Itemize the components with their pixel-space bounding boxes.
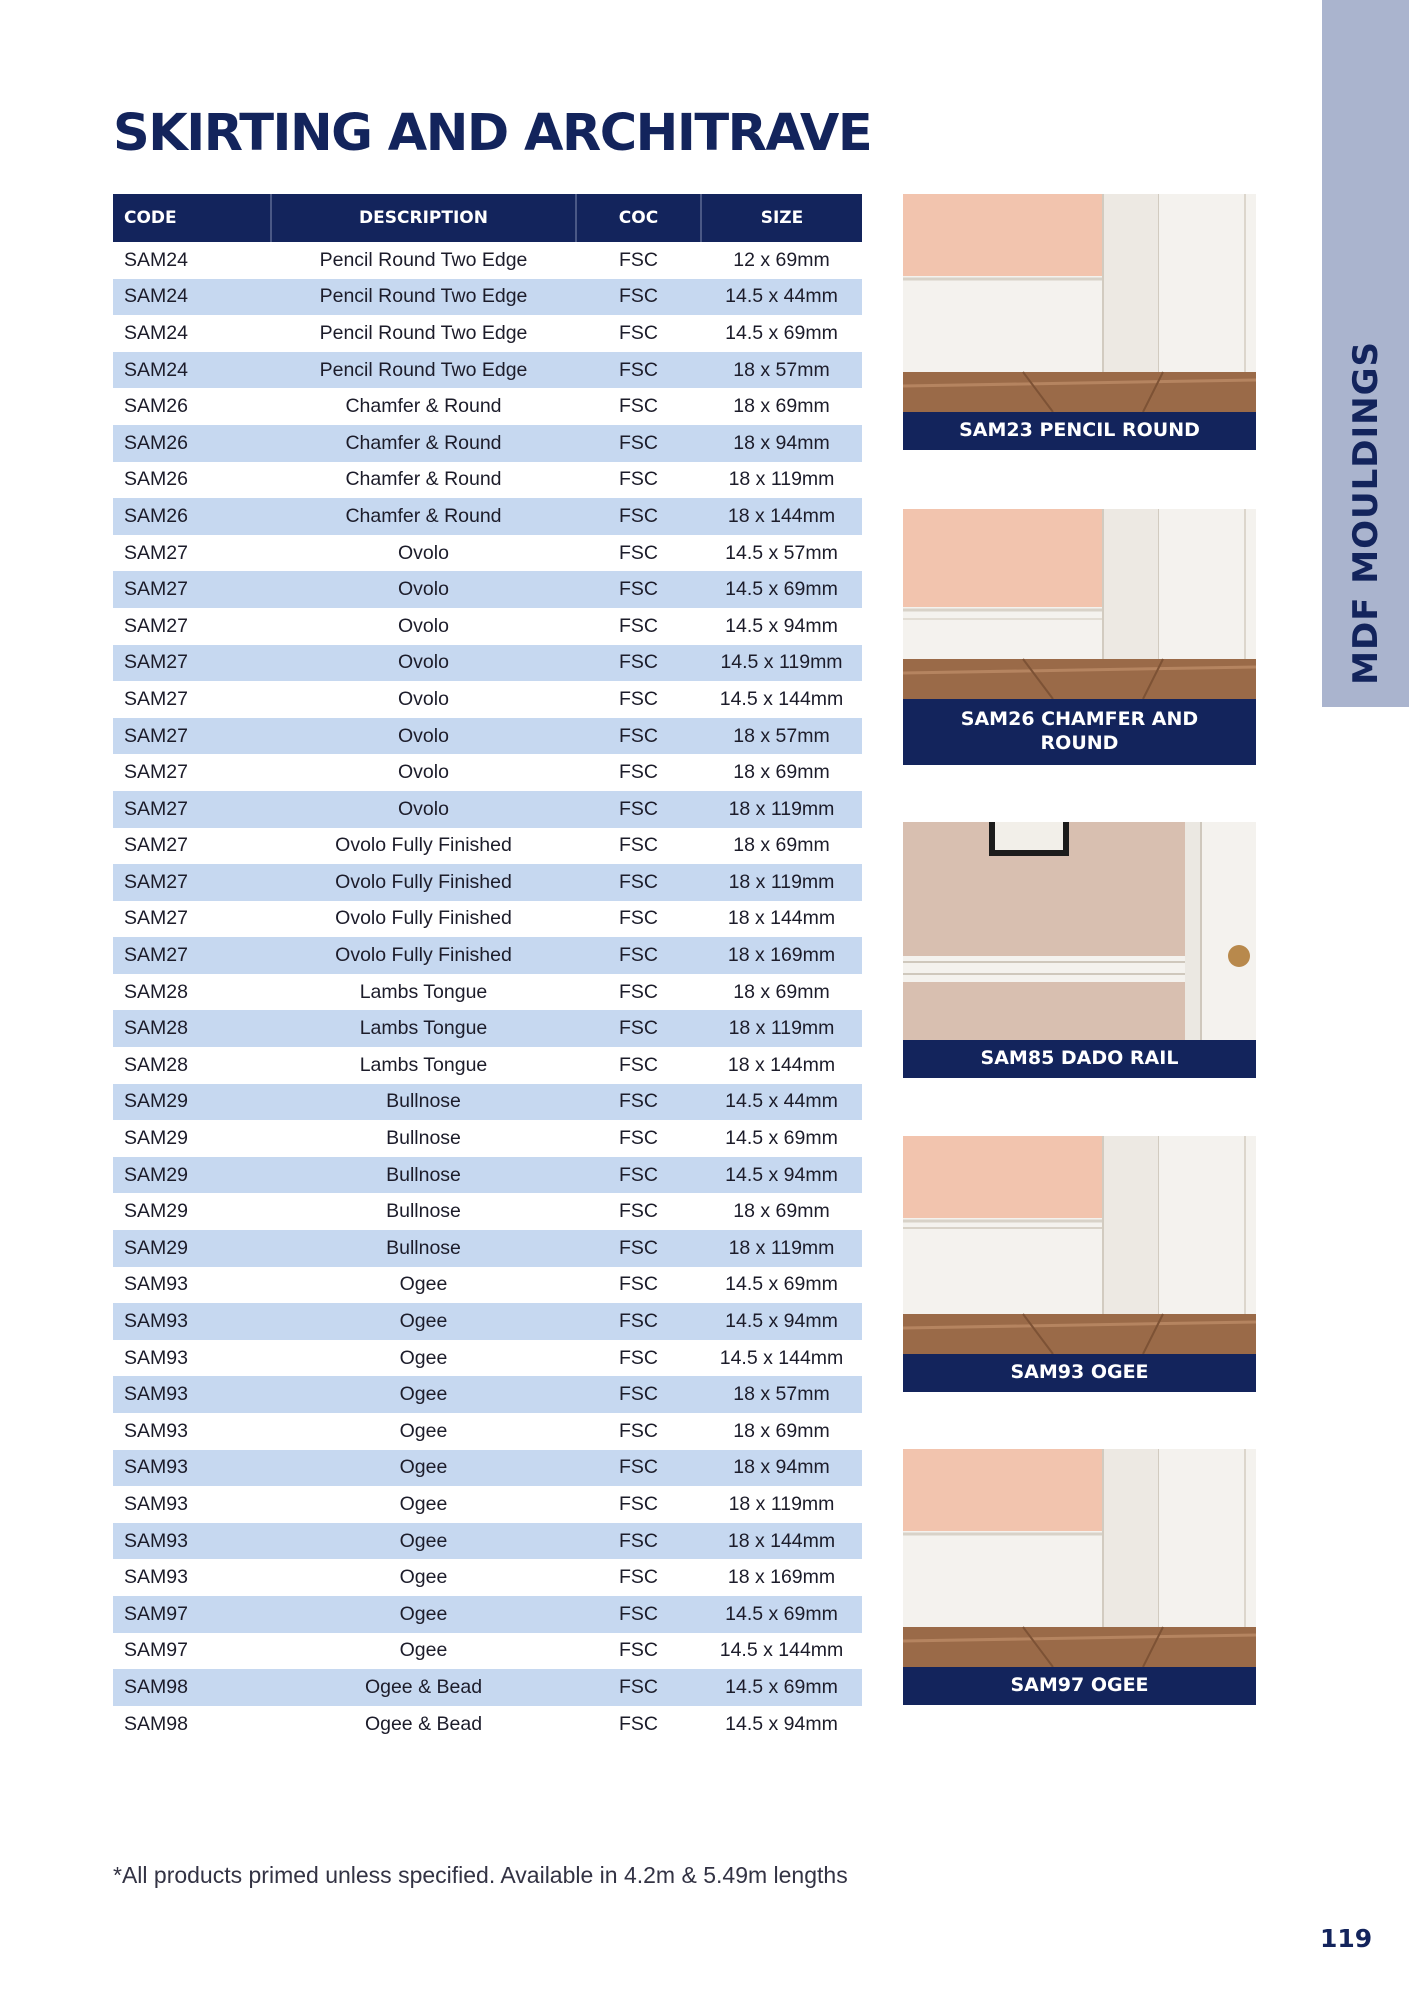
- cell-description: Bullnose: [271, 1230, 576, 1267]
- cell-code: SAM24: [124, 248, 188, 271]
- architrave: [1103, 1136, 1159, 1314]
- cell-code: SAM27: [124, 907, 188, 930]
- cell-coc: FSC: [576, 279, 701, 316]
- cell-coc: FSC: [619, 614, 658, 637]
- door-handle: [1228, 945, 1250, 967]
- cell-code: SAM29: [113, 1230, 271, 1267]
- header-code: CODE: [113, 194, 271, 242]
- skirting-board: [903, 1531, 1103, 1627]
- cell-description: Ovolo: [271, 791, 576, 828]
- cell-size: 14.5 x 57mm: [725, 541, 838, 564]
- cell-size: 18 x 169mm: [727, 1566, 836, 1589]
- cell-description: Lambs Tongue: [359, 980, 488, 1003]
- cell-code: SAM93: [124, 1273, 188, 1296]
- cell-coc: FSC: [576, 1303, 701, 1340]
- cell-code: SAM28: [124, 980, 188, 1003]
- cell-size: 14.5 x 69mm: [701, 1596, 862, 1633]
- cell-size: 18 x 144mm: [701, 1523, 862, 1560]
- cell-code: SAM27: [124, 761, 188, 784]
- cell-description: Ogee & Bead: [271, 1669, 576, 1706]
- cell-size: 14.5 x 44mm: [701, 279, 862, 316]
- cell-code: SAM93: [113, 1523, 271, 1560]
- cell-size: 18 x 57mm: [701, 1376, 862, 1413]
- cell-code: SAM98: [124, 1712, 188, 1735]
- cell-code: SAM29: [124, 1127, 188, 1150]
- cell-size: 14.5 x 69mm: [725, 321, 838, 344]
- cell-description: Chamfer & Round: [345, 468, 502, 491]
- cell-size: 14.5 x 69mm: [701, 571, 862, 608]
- architrave: [1103, 194, 1159, 372]
- product-caption: SAM85 DADO RAIL: [903, 1040, 1256, 1078]
- table-row: [113, 901, 862, 938]
- cell-size: 18 x 119mm: [728, 1492, 835, 1515]
- table-row: [113, 498, 862, 535]
- cell-description: Ovolo: [398, 614, 449, 637]
- table-row: [113, 462, 862, 499]
- table-row: [113, 791, 862, 828]
- cell-coc: FSC: [576, 1376, 701, 1413]
- cell-code: SAM27: [124, 614, 188, 637]
- cell-size: 14.5 x 144mm: [719, 1346, 844, 1369]
- cell-coc: FSC: [576, 1596, 701, 1633]
- cell-code: SAM93: [113, 1303, 271, 1340]
- cell-code: SAM26: [113, 498, 271, 535]
- door: [1159, 509, 1256, 659]
- cell-description: Ogee: [399, 1492, 448, 1515]
- cell-description: Ovolo Fully Finished: [335, 907, 512, 930]
- cell-code: SAM27: [124, 541, 188, 564]
- cell-code: SAM98: [113, 1669, 271, 1706]
- product-image-card: [903, 1449, 1256, 1705]
- cell-code: SAM29: [113, 1084, 271, 1121]
- table-row: [113, 645, 862, 682]
- cell-coc: FSC: [619, 541, 658, 564]
- table-row: [113, 315, 862, 352]
- table-row: [113, 279, 862, 316]
- cell-size: 18 x 94mm: [701, 1450, 862, 1487]
- table-row: [113, 937, 862, 974]
- cell-description: Pencil Round Two Edge: [271, 352, 576, 389]
- cell-coc: FSC: [619, 1639, 658, 1662]
- table-row: [113, 974, 862, 1011]
- table-row: [113, 608, 862, 645]
- table-header-row: [113, 194, 862, 242]
- table-row: [113, 1706, 862, 1743]
- table-row: [113, 1450, 862, 1487]
- cell-size: 18 x 144mm: [701, 498, 862, 535]
- table-row: [113, 535, 862, 572]
- cell-code: SAM26: [113, 425, 271, 462]
- header-description: DESCRIPTION: [271, 194, 576, 242]
- cell-size: 18 x 69mm: [733, 1419, 830, 1442]
- cell-size: 18 x 119mm: [728, 468, 835, 491]
- table-row: [113, 1669, 862, 1706]
- cell-coc: FSC: [576, 645, 701, 682]
- cell-code: SAM93: [124, 1566, 188, 1589]
- table-row: [113, 242, 862, 279]
- table-row: [113, 1340, 862, 1377]
- cell-description: Chamfer & Round: [345, 395, 502, 418]
- cell-size: 18 x 144mm: [727, 1053, 836, 1076]
- cell-description: Bullnose: [271, 1084, 576, 1121]
- cell-coc: FSC: [576, 571, 701, 608]
- cell-code: SAM27: [113, 645, 271, 682]
- cell-description: Ogee & Bead: [364, 1712, 483, 1735]
- product-image-card: [903, 822, 1256, 1078]
- cell-description: Chamfer & Round: [271, 498, 576, 535]
- cell-size: 18 x 94mm: [701, 425, 862, 462]
- cell-description: Ogee: [271, 1303, 576, 1340]
- cell-description: Ovolo Fully Finished: [271, 937, 576, 974]
- page-number: 119: [1320, 1924, 1373, 1953]
- cell-coc: FSC: [619, 687, 658, 710]
- cell-code: SAM24: [113, 352, 271, 389]
- cell-description: Ogee: [399, 1346, 448, 1369]
- cell-coc: FSC: [576, 352, 701, 389]
- table-row: [113, 1413, 862, 1450]
- cell-coc: FSC: [619, 1273, 658, 1296]
- cell-code: SAM97: [113, 1596, 271, 1633]
- table-row: [113, 425, 862, 462]
- door: [1159, 1136, 1256, 1314]
- cell-coc: FSC: [576, 864, 701, 901]
- cell-description: Chamfer & Round: [271, 425, 576, 462]
- cell-coc: FSC: [619, 1200, 658, 1223]
- cell-size: 14.5 x 144mm: [719, 687, 844, 710]
- product-image-card: [903, 1136, 1256, 1392]
- cell-size: 14.5 x 94mm: [725, 614, 838, 637]
- table-row: [113, 1633, 862, 1670]
- table-row: [113, 754, 862, 791]
- table-row: [113, 352, 862, 389]
- cell-size: 14.5 x 44mm: [701, 1084, 862, 1121]
- cell-coc: FSC: [576, 1084, 701, 1121]
- cell-description: Lambs Tongue: [271, 1010, 576, 1047]
- cell-code: SAM93: [113, 1450, 271, 1487]
- cell-coc: FSC: [619, 1566, 658, 1589]
- table-row: [113, 1230, 862, 1267]
- wood-floor: [903, 659, 1256, 699]
- cell-description: Bullnose: [386, 1200, 461, 1223]
- table-row: [113, 718, 862, 755]
- cell-code: SAM27: [113, 791, 271, 828]
- table-row: [113, 388, 862, 425]
- table-row: [113, 681, 862, 718]
- cell-code: SAM28: [113, 1010, 271, 1047]
- cell-size: 18 x 144mm: [727, 907, 836, 930]
- cell-size: 18 x 119mm: [701, 864, 862, 901]
- cell-size: 18 x 169mm: [701, 937, 862, 974]
- cell-coc: FSC: [619, 468, 658, 491]
- cell-coc: FSC: [619, 321, 658, 344]
- cell-code: SAM27: [113, 571, 271, 608]
- cell-description: Ovolo Fully Finished: [271, 864, 576, 901]
- table-row: [113, 864, 862, 901]
- cell-description: Ovolo Fully Finished: [335, 834, 512, 857]
- cell-description: Ogee: [399, 1639, 448, 1662]
- cell-description: Lambs Tongue: [359, 1053, 488, 1076]
- cell-description: Ovolo: [271, 645, 576, 682]
- cell-coc: FSC: [576, 1010, 701, 1047]
- cell-description: Pencil Round Two Edge: [319, 248, 528, 271]
- cell-code: SAM27: [113, 718, 271, 755]
- cell-coc: FSC: [576, 937, 701, 974]
- cell-coc: FSC: [619, 1712, 658, 1735]
- product-caption: SAM93 OGEE: [903, 1354, 1256, 1392]
- table-row: [113, 1010, 862, 1047]
- product-table: [113, 194, 862, 1742]
- cell-size: 18 x 69mm: [733, 834, 830, 857]
- table-body: [113, 242, 862, 1742]
- wood-floor: [903, 1314, 1256, 1354]
- cell-coc: FSC: [576, 1230, 701, 1267]
- cell-coc: FSC: [619, 980, 658, 1003]
- cell-size: 18 x 69mm: [733, 1200, 830, 1223]
- cell-coc: FSC: [619, 1492, 658, 1515]
- cell-size: 18 x 69mm: [733, 980, 830, 1003]
- cell-code: SAM27: [124, 834, 188, 857]
- cell-size: 14.5 x 69mm: [725, 1127, 838, 1150]
- product-caption: SAM23 PENCIL ROUND: [903, 412, 1256, 450]
- table-row: [113, 1523, 862, 1560]
- cell-code: SAM93: [113, 1376, 271, 1413]
- cell-description: Ogee: [271, 1450, 576, 1487]
- cell-description: Pencil Round Two Edge: [271, 279, 576, 316]
- cell-coc: FSC: [619, 761, 658, 784]
- cell-coc: FSC: [576, 791, 701, 828]
- cell-size: 12 x 69mm: [733, 248, 830, 271]
- door: [1159, 194, 1256, 372]
- product-caption: SAM26 CHAMFER AND ROUND: [903, 699, 1256, 765]
- footnote: *All products primed unless specified. Available in 4.2m & 5.49m lengths: [113, 1862, 848, 1888]
- cell-size: 14.5 x 119mm: [701, 645, 862, 682]
- cell-code: SAM26: [124, 468, 188, 491]
- cell-description: Ogee: [271, 1376, 576, 1413]
- table-row: [113, 828, 862, 865]
- cell-size: 18 x 119mm: [701, 791, 862, 828]
- architrave: [1103, 509, 1159, 659]
- cell-code: SAM27: [113, 864, 271, 901]
- cell-code: SAM24: [113, 279, 271, 316]
- table-row: [113, 1559, 862, 1596]
- cell-description: Ogee: [271, 1523, 576, 1560]
- cell-description: Ovolo: [271, 718, 576, 755]
- table-row: [113, 1047, 862, 1084]
- cell-description: Ovolo: [398, 761, 449, 784]
- product-image-card: [903, 194, 1256, 450]
- cell-coc: FSC: [576, 1450, 701, 1487]
- cell-size: 14.5 x 144mm: [719, 1639, 844, 1662]
- cell-description: Ovolo: [398, 541, 449, 564]
- cell-code: SAM26: [124, 395, 188, 418]
- cell-coc: FSC: [576, 1157, 701, 1194]
- cell-size: 14.5 x 69mm: [725, 1273, 838, 1296]
- dado-rail: [903, 956, 1185, 982]
- cell-coc: FSC: [619, 1346, 658, 1369]
- cell-size: 18 x 119mm: [701, 1230, 862, 1267]
- cell-coc: FSC: [619, 1419, 658, 1442]
- cell-coc: FSC: [619, 1053, 658, 1076]
- door: [1159, 1449, 1256, 1627]
- cell-coc: FSC: [619, 834, 658, 857]
- cell-coc: FSC: [619, 907, 658, 930]
- section-tab-label-wrap: [1322, 0, 1409, 707]
- door: [1201, 822, 1256, 1040]
- cell-description: Ogee: [399, 1419, 448, 1442]
- cell-description: Ovolo: [398, 687, 449, 710]
- wood-floor: [903, 372, 1256, 412]
- wood-floor: [903, 1627, 1256, 1667]
- cell-coc: FSC: [576, 498, 701, 535]
- skirting-board: [903, 607, 1103, 659]
- cell-code: SAM27: [124, 687, 188, 710]
- product-caption: SAM97 OGEE: [903, 1667, 1256, 1705]
- skirting-board: [903, 1218, 1103, 1314]
- cell-size: 14.5 x 94mm: [725, 1712, 838, 1735]
- table-row: [113, 1193, 862, 1230]
- cell-description: Ovolo: [271, 571, 576, 608]
- cell-code: SAM27: [113, 937, 271, 974]
- table-row: [113, 1267, 862, 1304]
- product-image-card: [903, 509, 1256, 765]
- header-coc: COC: [576, 194, 701, 242]
- cell-size: 18 x 69mm: [733, 395, 830, 418]
- cell-coc: FSC: [619, 395, 658, 418]
- header-size: SIZE: [701, 194, 862, 242]
- cell-coc: FSC: [576, 425, 701, 462]
- cell-code: SAM29: [113, 1157, 271, 1194]
- cell-coc: FSC: [619, 1127, 658, 1150]
- cell-code: SAM97: [124, 1639, 188, 1662]
- cell-size: 18 x 69mm: [733, 761, 830, 784]
- table-row: [113, 1303, 862, 1340]
- cell-size: 18 x 57mm: [701, 352, 862, 389]
- cell-description: Pencil Round Two Edge: [319, 321, 528, 344]
- table-row: [113, 571, 862, 608]
- cell-description: Ogee: [399, 1566, 448, 1589]
- cell-coc: FSC: [619, 248, 658, 271]
- cell-code: SAM93: [124, 1419, 188, 1442]
- cell-description: Bullnose: [386, 1127, 461, 1150]
- architrave: [1103, 1449, 1159, 1627]
- skirting-board: [903, 276, 1103, 372]
- cell-code: SAM93: [124, 1492, 188, 1515]
- cell-description: Ogee: [399, 1273, 448, 1296]
- table-row: [113, 1084, 862, 1121]
- cell-description: Bullnose: [271, 1157, 576, 1194]
- cell-description: Ogee: [271, 1596, 576, 1633]
- cell-code: SAM24: [124, 321, 188, 344]
- cell-code: SAM28: [124, 1053, 188, 1076]
- cell-size: 18 x 57mm: [701, 718, 862, 755]
- table-row: [113, 1120, 862, 1157]
- cell-size: 14.5 x 94mm: [701, 1303, 862, 1340]
- table-row: [113, 1486, 862, 1523]
- cell-code: SAM29: [124, 1200, 188, 1223]
- table-row: [113, 1596, 862, 1633]
- cell-size: 14.5 x 69mm: [701, 1669, 862, 1706]
- table-row: [113, 1157, 862, 1194]
- cell-coc: FSC: [576, 1669, 701, 1706]
- table-row: [113, 1376, 862, 1413]
- section-tab-label: MDF MOULDINGS: [1345, 341, 1386, 685]
- cell-coc: FSC: [576, 718, 701, 755]
- page-title: SKIRTING AND ARCHITRAVE: [113, 104, 872, 163]
- cell-size: 18 x 119mm: [701, 1010, 862, 1047]
- cell-code: SAM93: [124, 1346, 188, 1369]
- cell-coc: FSC: [576, 1523, 701, 1560]
- cell-size: 14.5 x 94mm: [701, 1157, 862, 1194]
